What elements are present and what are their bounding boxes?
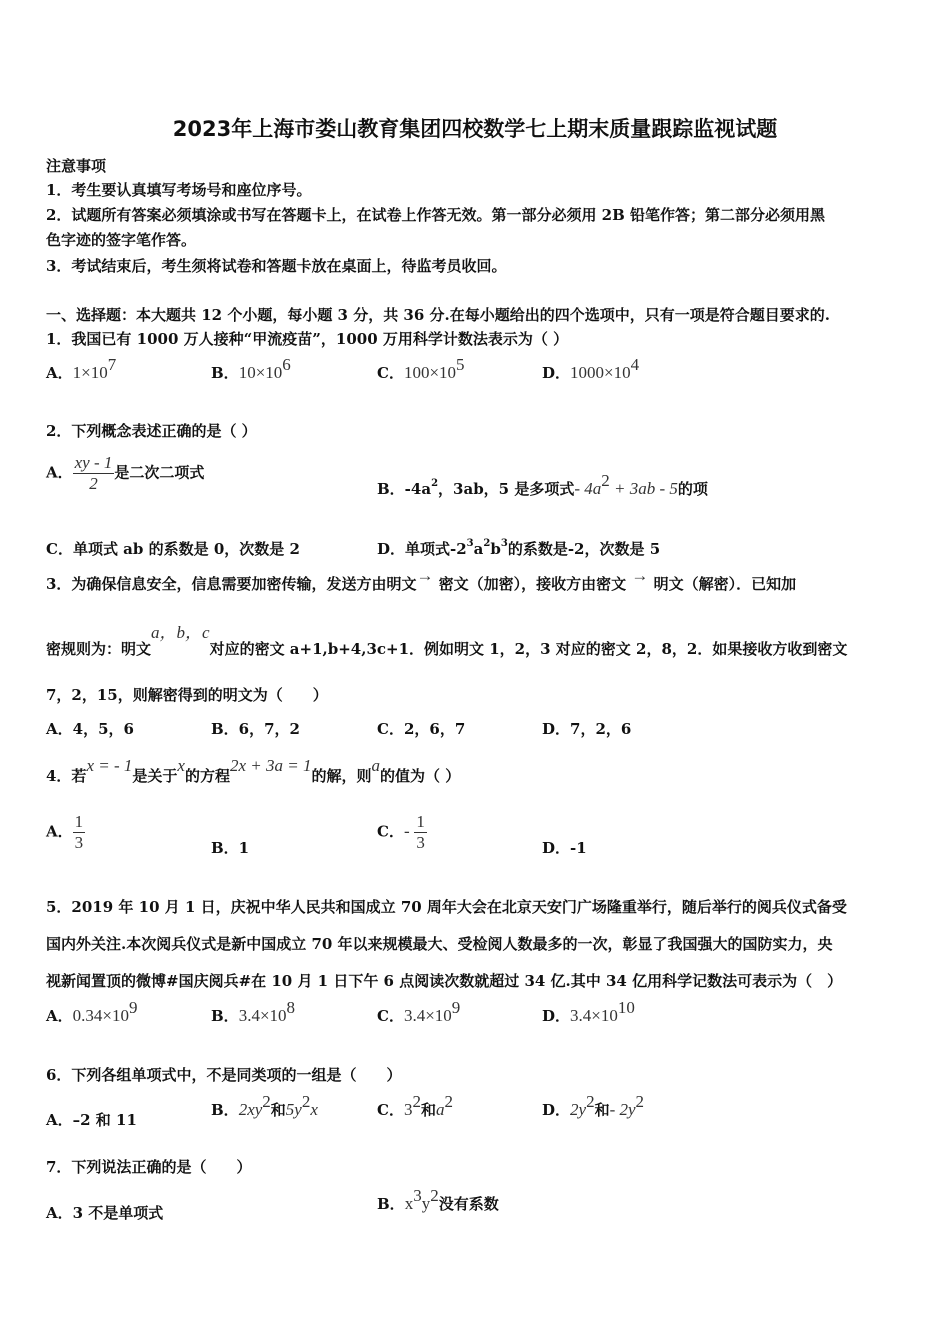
q3-option-c: C．2，6，7 — [377, 720, 466, 738]
fraction: $\frac{xy - 1}{2}$ — [74, 453, 113, 493]
notice-item-3: 3．考试结束后，考生须将试卷和答题卡放在桌面上，待监考员收回。 — [46, 257, 507, 275]
notice-heading: 注意事项 — [46, 157, 107, 175]
q4-option-d: D．-1 — [542, 839, 587, 857]
q5-option-a: A．$0.34\times 10^9$ — [46, 998, 138, 1025]
fraction: $\frac{1}{3}$ — [416, 812, 425, 852]
q6-option-d: D．$2y^2$和- $2y^2$ — [542, 1092, 645, 1119]
q5-line-1: 5．2019 年 10 月 1 日，庆祝中华人民共和国成立 70 周年大会在北京天安门广场隆重举行，随后举行的阅兵仪式备受 — [46, 898, 847, 916]
notice-item-2a: 2．试题所有答案必须填涂或书写在答题卡上，在试卷上作答无效。第一部分必须用 2B 铅笔作答；第二部分必须用黑 — [46, 206, 826, 224]
q5-option-b: B．$3.4\times 10^8$ — [211, 998, 296, 1025]
q6-option-b: B．$2xy^2$和$5y^2x$ — [211, 1092, 318, 1119]
q2-option-b: B．$-4a^2$，3ab，5 是多项式- $4a^2 + 3ab - 5$的项 — [377, 471, 708, 498]
q4-stem: 4．若x = - 1是关于x的方程2x + 3a = 1的解，则a的值为（ ） — [46, 756, 461, 785]
q1-option-c: C．$100\times 10^5$ — [377, 355, 465, 382]
q7-option-b: B．$x^3y^2$没有系数 — [377, 1186, 499, 1213]
q1-option-b: B．$10\times 10^6$ — [211, 355, 291, 382]
q4-option-b: B．1 — [211, 839, 250, 857]
section-heading: 一、选择题：本大题共 12 个小题，每小题 3 分，共 36 分.在每小题给出的四个选项中，只有一项是符合题目要求的. — [46, 306, 830, 324]
notice-item-1: 1．考生要认真填写考场号和座位序号。 — [46, 181, 312, 199]
q2-option-a: A． $\frac{xy - 1}{2}$ 是二次二项式 — [46, 453, 205, 493]
q5-option-c: C．$3.4\times 10^9$ — [377, 998, 461, 1025]
q5-option-d: D．$3.4\times 10^{10}$ — [542, 998, 635, 1025]
q7-option-a: A．3 不是单项式 — [46, 1204, 164, 1222]
q3-option-b: B．6，7，2 — [211, 720, 300, 738]
page-title: 2023年上海市娄山教育集团四校数学七上期末质量跟踪监视试题 — [172, 117, 778, 141]
q2-stem: 2．下列概念表述正确的是（ ） — [46, 422, 257, 440]
q3-line-1: 3．为确保信息安全，信息需要加密传输，发送方由明文→ 密文（加密），接收方由密文 → 明文（解密）．已知加 — [46, 566, 797, 593]
q4-option-c: C．- $\frac{1}{3}$ — [377, 812, 425, 852]
q7-stem: 7．下列说法正确的是（ ） — [46, 1158, 252, 1176]
arrow-icon: → — [631, 566, 649, 585]
q3-option-a: A．4，5，6 — [46, 720, 134, 738]
q5-line-2: 国内外关注.本次阅兵仪式是新中国成立 70 年以来规模最大、受检阅人数最多的一次，彰显了我国强大的国防实力，央 — [46, 935, 833, 953]
q4-option-a: A． $\frac{1}{3}$ — [46, 812, 84, 852]
q6-option-c: C．$3^2$和$a^2$ — [377, 1092, 453, 1119]
q6-option-a: A．–2 和 11 — [46, 1111, 137, 1129]
q6-stem: 6．下列各组单项式中，不是同类项的一组是（ ） — [46, 1066, 402, 1084]
q3-line-2: 密规则为：明文a，b，c对应的密文 a+1,b+4,3c+1．例如明文 1，2，3 对应的密文 2，8，2．如果接收方收到密文 — [46, 623, 848, 658]
q1-stem: 1．我国已有 1000 万人接种“甲流疫苗”，1000 万用科学计数法表示为（ ） — [46, 330, 569, 348]
q5-line-3: 视新闻置顶的微博#国庆阅兵#在 10 月 1 日下午 6 点阅读次数就超过 34 亿.其中 34 亿用科学记数法可表示为（ ） — [46, 972, 843, 990]
notice-item-2b: 色字迹的签字笔作答。 — [46, 231, 197, 249]
q1-option-a: A．$1\times 10^7$ — [46, 355, 117, 382]
q3-line-3: 7，2，15，则解密得到的明文为（ ） — [46, 686, 328, 704]
q2-option-d: D．单项式$-2^3a^2b^3$的系数是-2，次数是 5 — [377, 538, 661, 558]
q2-option-c: C．单项式 ab 的系数是 0，次数是 2 — [46, 540, 300, 558]
q3-option-d: D．7，2，6 — [542, 720, 632, 738]
q1-option-d: D．$1000\times 10^4$ — [542, 355, 640, 382]
fraction: $\frac{1}{3}$ — [74, 812, 84, 852]
arrow-icon: → — [416, 566, 434, 585]
